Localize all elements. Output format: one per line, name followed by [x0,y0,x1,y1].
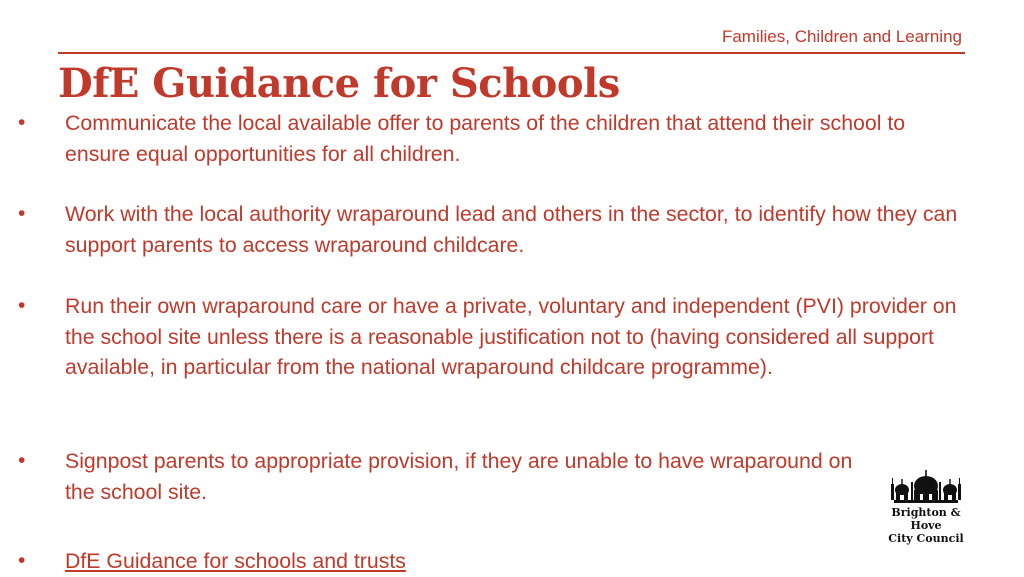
bullet-marker: • [18,111,26,134]
bullet-text: Communicate the local available offer to parents of the children that attend their school to ensure equal opportunities for all children. [65,111,906,166]
bullet-marker: • [18,449,26,472]
council-logo [874,468,978,545]
logo-wordmark [874,506,978,545]
logo-line-2: City Council [888,532,964,545]
bullet-text: Run their own wraparound care or have a private, voluntary and independent (PVI) provider on the school site unless there is a reasonable justification not to (having considered all support available, in particular from the national wraparound childcare programme). [65,294,957,379]
dfe-guidance-link[interactable]: DfE Guidance for schools and trusts [65,549,406,573]
section-label: Families, Children and Learning [721,27,962,46]
bullet-text [65,546,970,577]
royal-pavilion-domes-icon [874,468,978,506]
bullet-text: Work with the local authority wraparound lead and others in the sector, to identify how they can support parents to access wraparound childcare. [65,202,958,257]
bullet-marker: • [18,294,26,317]
bullet-marker: • [18,549,26,572]
bullet-marker: • [18,202,26,225]
logo-line-1: Brighton & Hove [891,506,961,532]
header-divider [58,52,965,54]
bullet-text: Signpost parents to appropriate provision, if they are unable to have wraparound on the school site. [65,449,853,504]
page-title: DfE Guidance for Schools [58,60,620,107]
